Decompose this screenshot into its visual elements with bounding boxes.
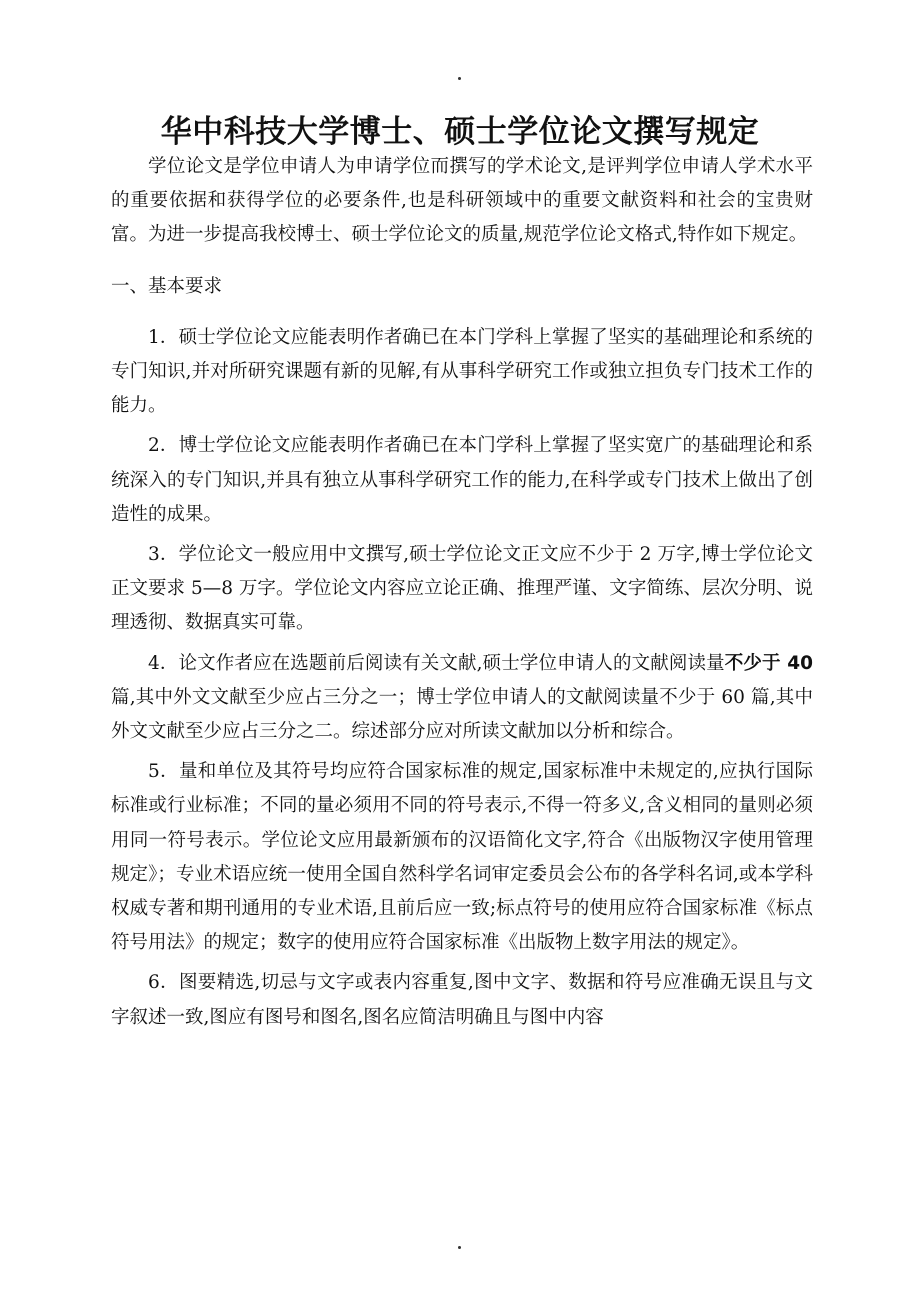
requirement-item-6: 6．图要精选,切忌与文字或表内容重复,图中文字、数据和符号应准确无误且与文字叙述一致,图应有图号和图名,图名应简洁明确且与图中内容 <box>111 972 813 1028</box>
requirement-item-1: 1．硕士学位论文应能表明作者确已在本门学科上掌握了坚实的基础理论和系统的专门知识,并对所研究课题有新的见解,有从事科学研究工作或独立担负专门技术工作的能力。 <box>111 326 813 417</box>
requirement-item-2: 2．博士学位论文应能表明作者确已在本门学科上掌握了坚实宽广的基础理论和系统深入的专门知识,并具有独立从事科学研究工作的能力,在科学或专门技术上做出了创造性的成果。 <box>111 435 813 525</box>
item-4-text-end: 篇,其中外文文献至少应占三分之一；博士学位申请人的文献阅读量不少于 60 篇,其中外文文献至少应占三分之二。综述部分应对所读文献加以分析和综合。 <box>111 686 813 743</box>
document-body <box>111 150 813 1041</box>
section-heading: 一、基本要求 <box>111 275 223 297</box>
requirement-item-4 <box>111 647 813 750</box>
item-4-text-start: 4．论文作者应在选题前后阅读有关文献,硕士学位申请人的文献阅读量 <box>148 652 725 674</box>
intro-paragraph: 学位论文是学位申请人为申请学位而撰写的学术论文,是评判学位申请人学术水平的重要依据和获得学位的必要条件,也是科研领域中的重要文献资料和社会的宝贵财富。为进一步提高我校博士、硕士学位论文的质量,规范学位论文格式,特作如下规定。 <box>111 156 813 246</box>
document-title: 华中科技大学博士、硕士学位论文撰写规定 <box>160 114 760 150</box>
item-4-emphasis: 不少于 40 <box>724 652 814 674</box>
requirement-item-5: 5．量和单位及其符号均应符合国家标准的规定,国家标准中未规定的,应执行国际标准或行业标准；不同的量必须用不同的符号表示,不得一符多义,含义相同的量则必须用同一符号表示。学位论文应用最新颁布的汉语简化文字,符合《出版物汉字使用管理规定》；专业术语应统一使用全国自然科学名词审定委员会公布的各学科名词,或本学科权威专著和期刊通用的专业术语,且前后应一致;标点符号的使用应符合国家标准《标点符号用法》的规定；数字的使用应符合国家标准《出版物上数字用法的规定》。 <box>111 761 813 954</box>
page-marker-dot <box>458 77 461 80</box>
requirement-item-3: 3．学位论文一般应用中文撰写,硕士学位论文正文应不少于 2 万字,博士学位论文正文要求 5—8 万字。学位论文内容应立论正确、推理严谨、文字简练、层次分明、说理透彻、数据真实可靠。 <box>111 544 813 634</box>
page-marker-dot <box>458 1246 461 1249</box>
